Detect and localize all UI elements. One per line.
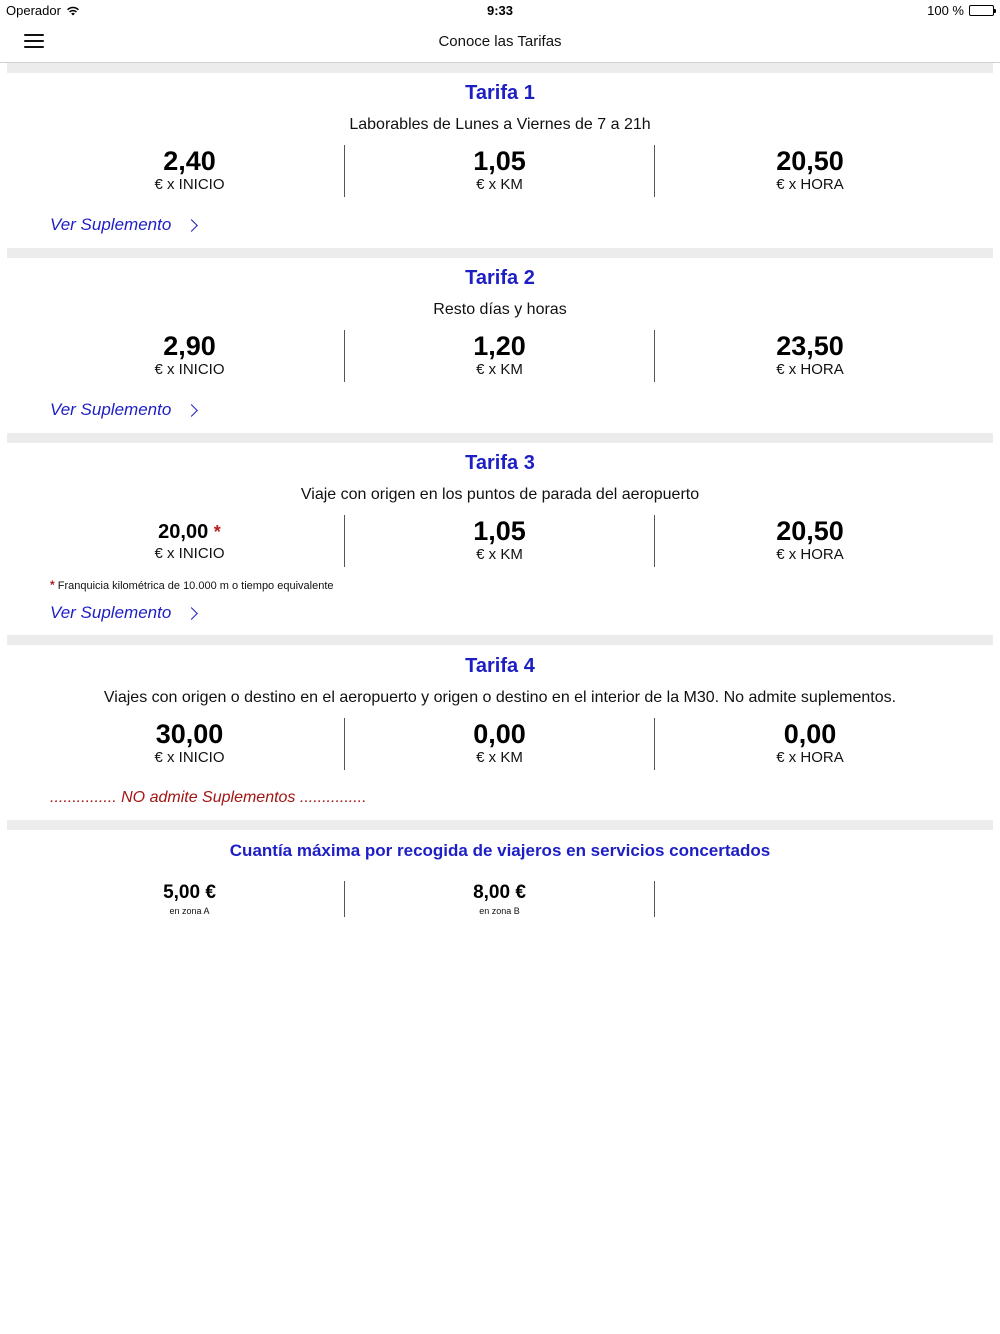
divider-band [7,635,993,645]
zona-b-value: 8,00 € [473,882,526,903]
chevron-right-icon [185,607,198,620]
km-unit: € x KM [476,749,523,766]
hora-unit: € x HORA [776,749,844,766]
clock: 9:33 [486,3,514,18]
km-column [345,515,655,567]
chevron-right-icon [185,219,198,232]
tarifa-3-description: Viaje con origen en los puntos de parada del aeropuerto [300,486,700,503]
hora-value: 0,00 [783,719,837,749]
tarifa-3-values [35,515,965,567]
nav-bar [0,22,1000,63]
inicio-column [35,330,345,382]
asterisk-mark: * [213,522,221,542]
inicio-unit: € x INICIO [154,361,225,378]
divider-band [7,820,993,830]
tarifa-2-description: Resto días y horas [433,301,567,318]
inicio-value [35,519,344,545]
km-column [345,145,655,197]
footnote [50,578,334,592]
zona-a-unit: en zona A [169,906,210,916]
hora-value: 20,50 [776,146,844,176]
tarifa-1-title: Tarifa 1 [465,82,535,104]
inicio-unit: € x INICIO [154,749,225,766]
divider-band [7,248,993,258]
zona-b-column [345,881,655,917]
page-title: Conoce las Tarifas [438,33,562,50]
zona-a-value: 5,00 € [163,882,216,903]
hora-column [655,718,965,770]
km-unit: € x KM [476,176,523,193]
inicio-value: 2,90 [163,331,216,361]
tarifa-2-values [35,330,965,382]
inicio-column [35,145,345,197]
divider-band [7,63,993,73]
inicio-value-number: 20,00 [158,521,209,543]
km-value: 1,05 [473,146,526,176]
footnote-asterisk: * [50,578,55,592]
zona-a-column [35,881,345,917]
max-pickup-title: Cuantía máxima por recogida de viajeros en servicios concertados [229,841,771,860]
hora-unit: € x HORA [776,546,844,563]
carrier-label: Operador [6,3,61,18]
no-supplement-notice: ............... NO admite Suplementos ............... [50,789,367,806]
km-column [345,718,655,770]
km-column [345,330,655,382]
tarifa-4-values [35,718,965,770]
empty-column [655,881,965,917]
tarifa-2-title: Tarifa 2 [465,267,535,289]
hora-column [655,515,965,567]
inicio-column [35,718,345,770]
tarifa-4-title: Tarifa 4 [465,655,535,677]
hora-column [655,145,965,197]
inicio-value: 2,40 [163,146,216,176]
ver-suplemento-label: Ver Suplemento [50,603,172,622]
ver-suplemento-link-2[interactable] [50,400,196,420]
chevron-right-icon [185,404,198,417]
hora-unit: € x HORA [776,361,844,378]
hora-unit: € x HORA [776,176,844,193]
battery-percent: 100 % [927,3,964,18]
ver-suplemento-label: Ver Suplemento [50,400,172,419]
km-value: 1,20 [473,331,526,361]
hora-value: 20,50 [776,516,844,546]
battery-info [927,3,994,18]
tarifa-3-title: Tarifa 3 [465,452,535,474]
km-unit: € x KM [476,361,523,378]
inicio-unit: € x INICIO [154,176,225,193]
divider-band [7,433,993,443]
inicio-column [35,515,345,567]
battery-icon [969,5,994,16]
status-bar [0,0,1000,22]
zona-b-unit: en zona B [479,906,520,916]
footnote-text: Franquicia kilométrica de 10.000 m o tiempo equivalente [57,580,334,592]
km-unit: € x KM [476,546,523,563]
inicio-value: 30,00 [155,719,224,749]
tarifa-4-description: Viajes con origen o destino en el aeropuerto y origen o destino en el interior de la M30. No admite suplementos. [103,689,897,706]
inicio-unit: € x INICIO [154,545,225,562]
ver-suplemento-link-3[interactable] [50,603,196,623]
hora-value: 23,50 [776,331,844,361]
ver-suplemento-link-1[interactable] [50,215,196,235]
tarifa-1-values [35,145,965,197]
ver-suplemento-label: Ver Suplemento [50,215,172,234]
km-value: 1,05 [473,516,526,546]
km-value: 0,00 [473,719,526,749]
max-pickup-values [35,881,965,917]
hora-column [655,330,965,382]
tarifa-1-description: Laborables de Lunes a Viernes de 7 a 21h [349,116,651,133]
